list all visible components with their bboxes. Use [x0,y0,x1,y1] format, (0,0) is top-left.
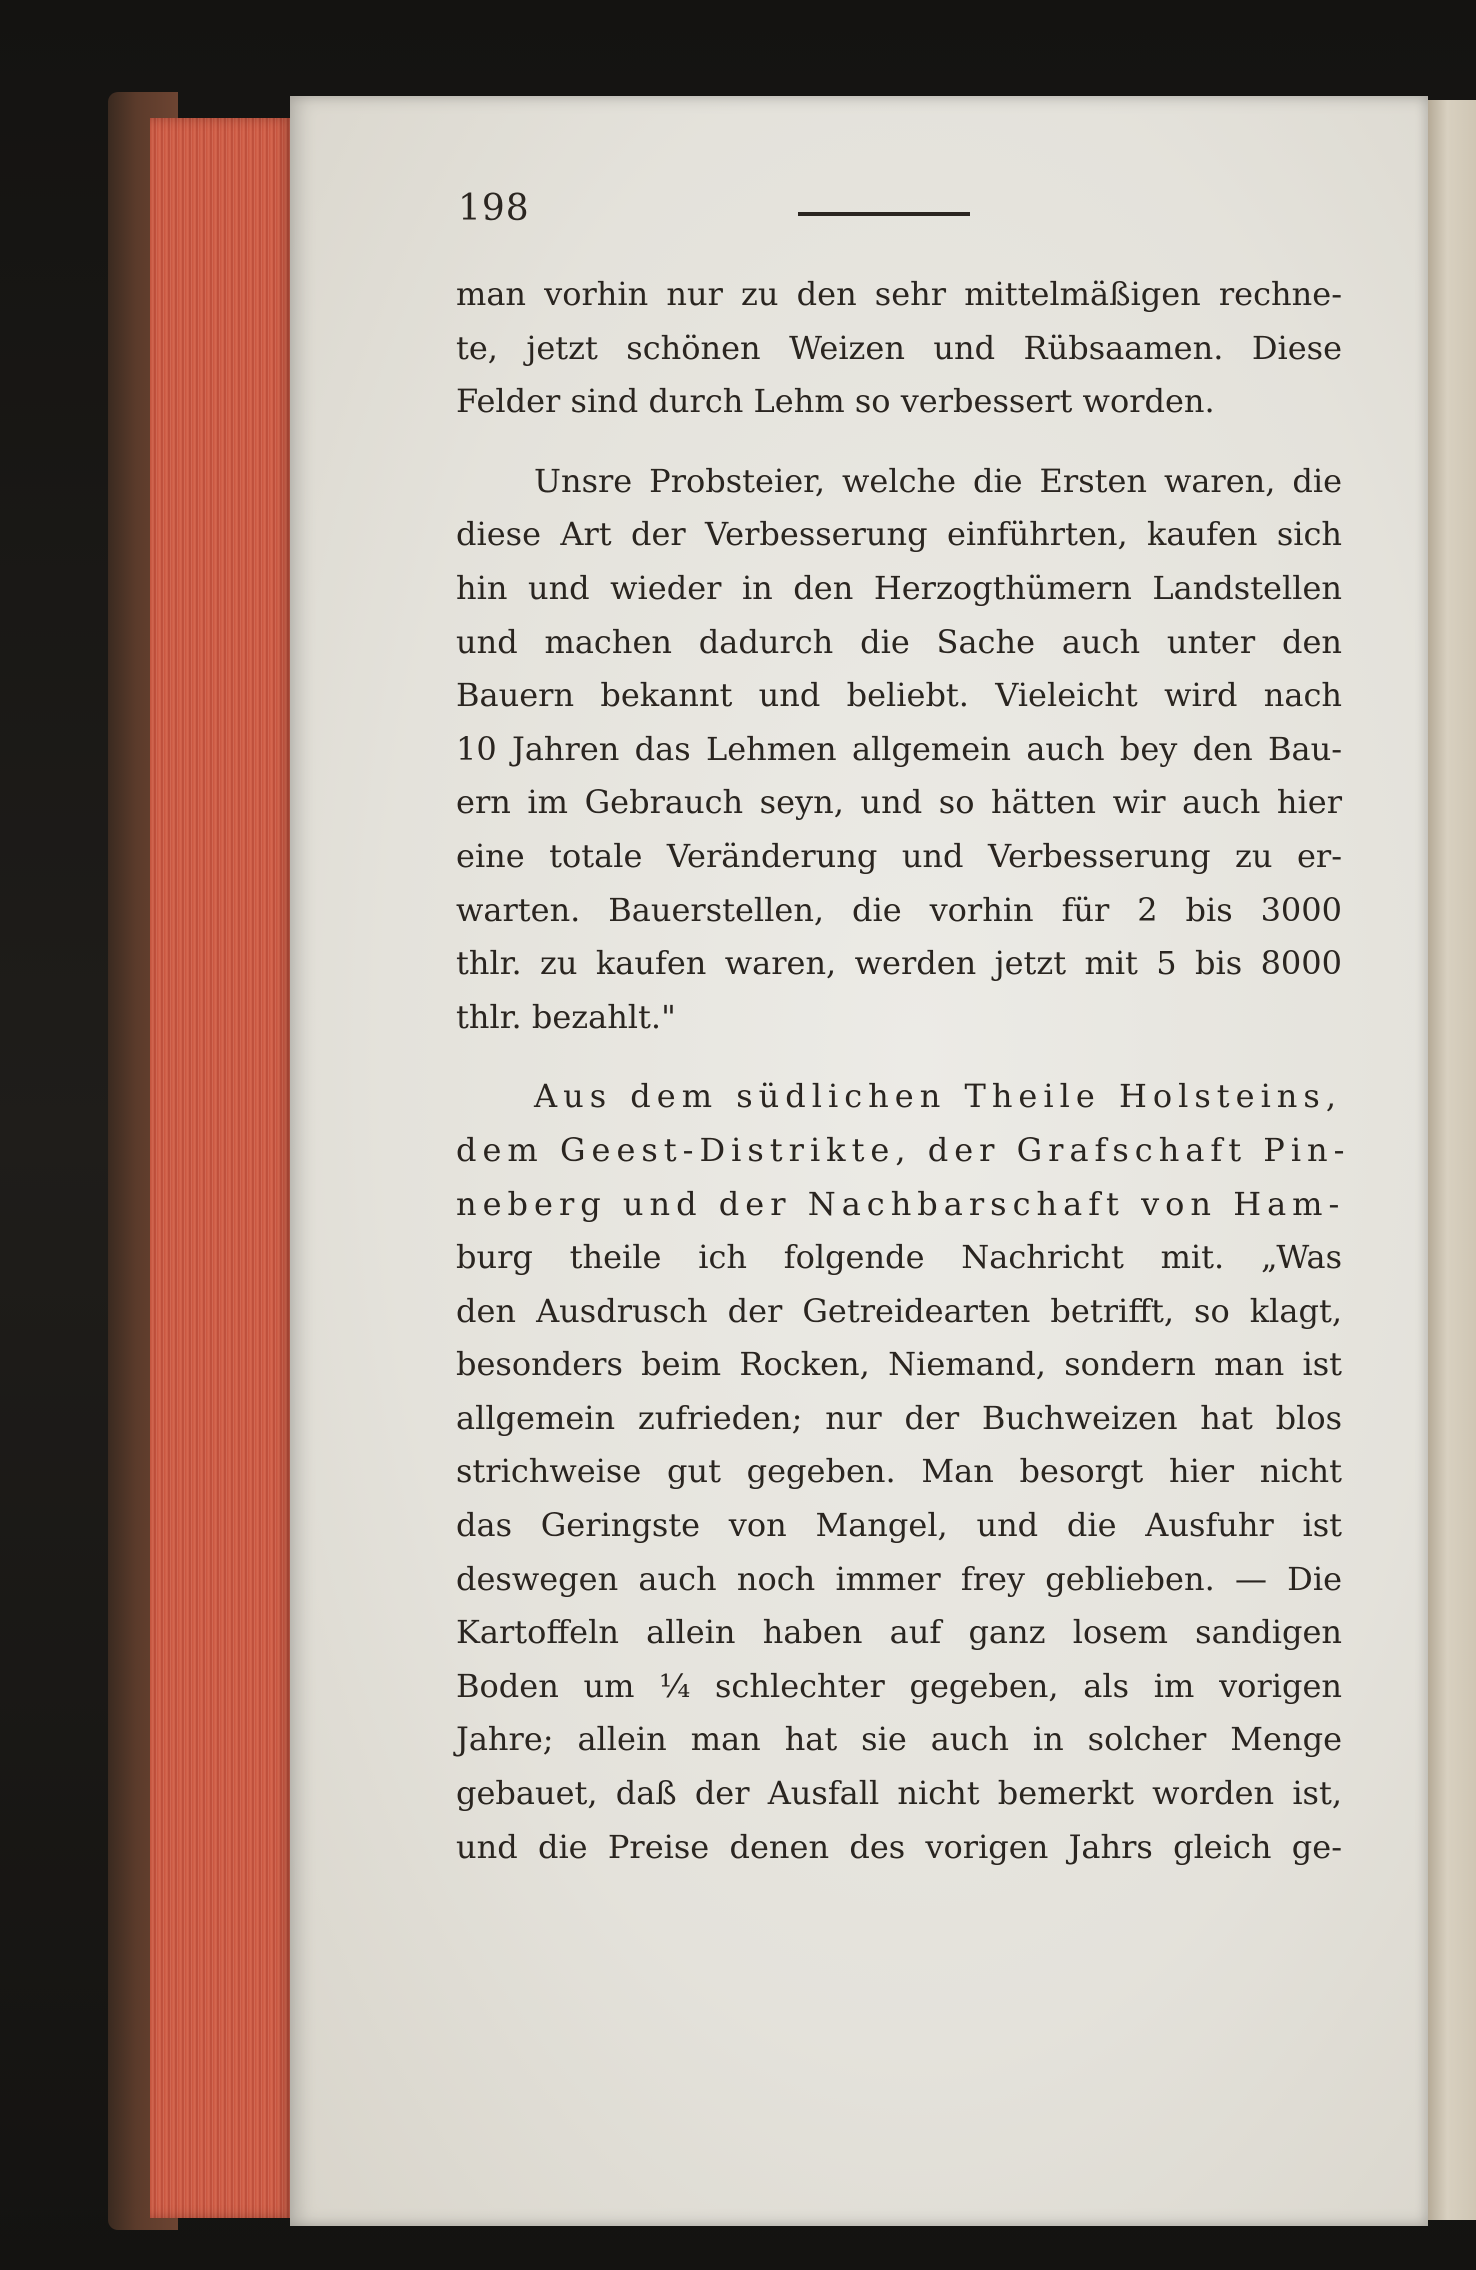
text-line: und machen dadurch die Sache auch unter den [456,622,1342,661]
page-header [458,188,978,228]
text-line: man vorhin nur zu den sehr mittelmäßigen rechne- [456,275,1342,313]
text-line: strichweise gut gegeben. Man besorgt hier nicht [456,1452,1342,1491]
paragraph-1 [456,268,1342,429]
text-line: eine totale Veränderung und Verbesserung zu er- [456,836,1342,875]
text-line: 10 Jahren das Lehmen allgemein auch bey den Bau- [456,729,1342,768]
page-number: 198 [458,188,530,229]
facing-page-edge [1428,100,1476,2220]
text-line: das Geringste von Mangel, und die Ausfuhr ist [456,1506,1342,1545]
text-line: neberg und der Nachbarschaft von Ham- [456,1184,1346,1223]
text-line: ern im Gebrauch seyn, und so hätten wir auch hier [456,783,1342,822]
text-line: diese Art der Verbesserung einführten, kaufen sich [456,515,1342,554]
text-line: Bauern bekannt und beliebt. Vieleicht wird nach [456,676,1342,715]
text-line: burg theile ich folgende Nachricht mit. „Was [456,1238,1342,1277]
text-line: hin und wieder in den Herzogthümern Landstellen [456,568,1342,607]
text-line: Kartoffeln allein haben auf ganz losem sandigen [456,1613,1342,1652]
red-page-edges [150,118,292,2218]
paragraph-2 [456,455,1342,1045]
text-line: den Ausdrusch der Getreidearten betrifft, so klagt, [456,1291,1342,1330]
text-line: thlr. bezahlt." [456,997,676,1036]
text-line: Boden um ¼ schlechter gegeben, als im vorigen [456,1666,1342,1705]
text-line: dem Geest-Distrikte, der Grafschaft Pin- [456,1130,1351,1169]
text-line: Felder sind durch Lehm so verbessert worden. [456,382,1215,421]
text-line: te, jetzt schönen Weizen und Rübsaamen. Diese [456,328,1342,367]
text-line: thlr. zu kaufen waren, werden jetzt mit 5 bis 8000 [456,944,1342,983]
text-line: gebauet, daß der Ausfall nicht bemerkt worden ist, [456,1774,1342,1813]
text-line: und die Preise denen des vorigen Jahrs gleich ge- [456,1827,1342,1866]
text-line: Unsre Probsteier, welche die Ersten waren, die [534,461,1342,500]
text-line: Aus dem südlichen Theile Holsteins, [534,1077,1342,1116]
text-line: warten. Bauerstellen, die vorhin für 2 bis 3000 [456,890,1342,929]
text-line: Jahre; allein man hat sie auch in solcher Menge [456,1720,1342,1759]
text-line: allgemein zufrieden; nur der Buchweizen hat blos [456,1398,1342,1437]
text-line: besonders beim Rocken, Niemand, sondern man ist [456,1345,1342,1384]
header-rule [798,212,970,216]
paragraph-3 [456,1070,1351,1874]
body-text [456,268,1351,1874]
text-line: deswegen auch noch immer frey geblieben. — Die [456,1559,1342,1598]
